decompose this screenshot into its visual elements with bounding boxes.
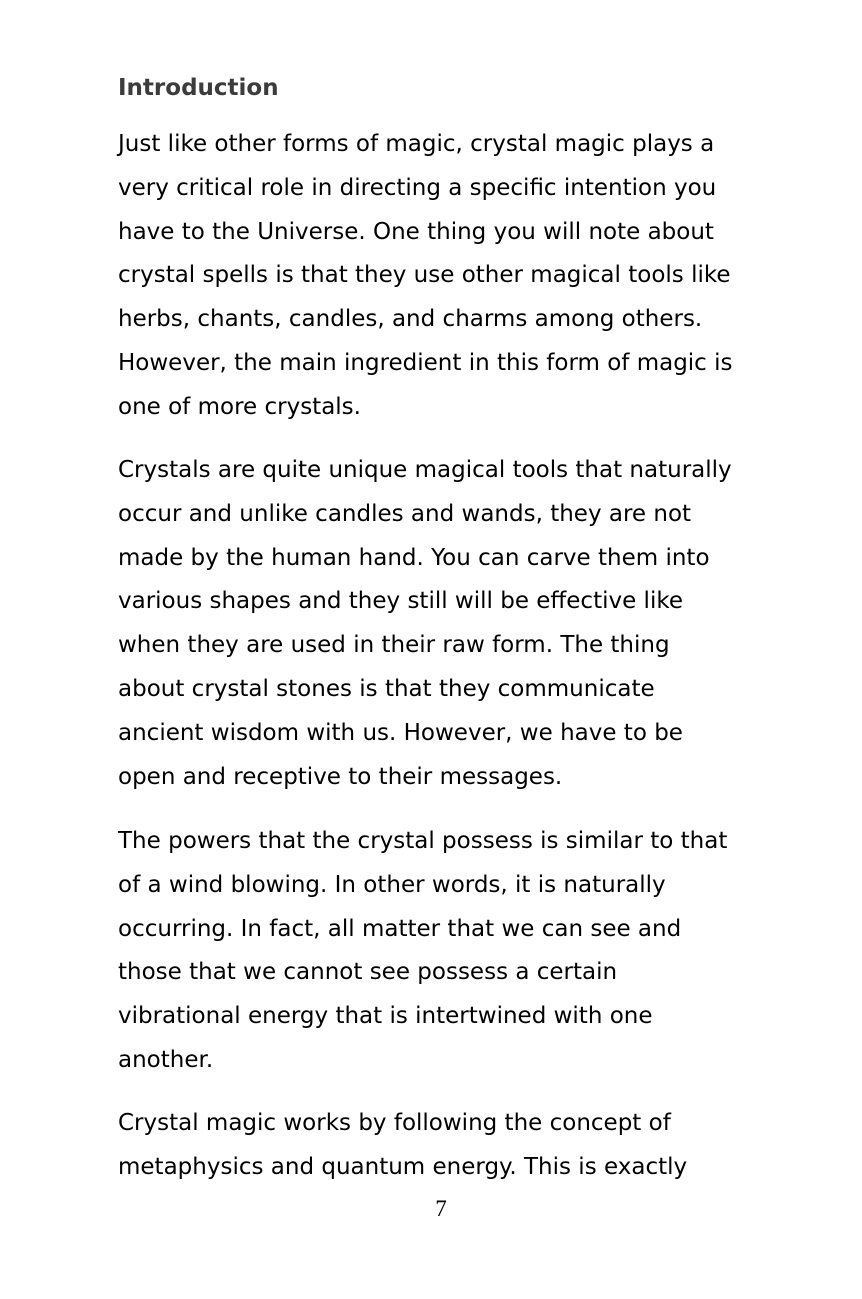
paragraph-line: open and receptive to their messages. (118, 763, 563, 790)
paragraph-line: Crystal magic works by following the concept of (118, 1110, 671, 1136)
paragraph-line: occurring. In fact, all matter that we can see and (118, 915, 682, 942)
paragraph-line: another. (118, 1046, 214, 1073)
paragraph-line: Crystals are quite unique magical tools that naturally (118, 457, 732, 483)
paragraph-line: ancient wisdom with us. However, we have to be (118, 719, 683, 746)
paragraph-line: very critical role in directing a specific intention you (118, 174, 717, 201)
paragraph-line: those that we cannot see possess a certain (118, 959, 618, 986)
paragraph-line: of a wind blowing. In other words, it is naturally (118, 871, 666, 898)
paragraph-1 (118, 123, 733, 430)
page-number: 7 (435, 1196, 447, 1221)
paragraph-line: However, the main ingredient in this form of magic is (118, 349, 733, 376)
paragraph-line: about crystal stones is that they communicate (118, 675, 655, 702)
paragraph-2 (118, 449, 732, 799)
paragraph-line: made by the human hand. You can carve them into (118, 544, 710, 571)
paragraph-line: Just like other forms of magic, crystal magic plays a (118, 131, 715, 157)
paragraph-line: various shapes and they still will be effective like (118, 588, 683, 615)
paragraph-3 (118, 820, 727, 1083)
paragraph-line: have to the Universe. One thing you will note about (118, 218, 714, 245)
paragraph-line: crystal spells is that they use other magical tools like (118, 262, 731, 289)
paragraph-line: one of more crystals. (118, 393, 361, 420)
paragraph-line: The powers that the crystal possess is similar to that (118, 828, 728, 854)
paragraph-line: vibrational energy that is intertwined with one (118, 1003, 653, 1030)
paragraph-line: herbs, chants, candles, and charms among others. (118, 306, 703, 333)
section-heading: Introduction (118, 75, 279, 101)
paragraph-line: metaphysics and quantum energy. This is exactly (118, 1153, 688, 1180)
paragraph-4 (118, 1102, 687, 1190)
paragraph-line: when they are used in their raw form. The thing (118, 632, 670, 659)
paragraph-line: occur and unlike candles and wands, they are not (118, 500, 692, 527)
